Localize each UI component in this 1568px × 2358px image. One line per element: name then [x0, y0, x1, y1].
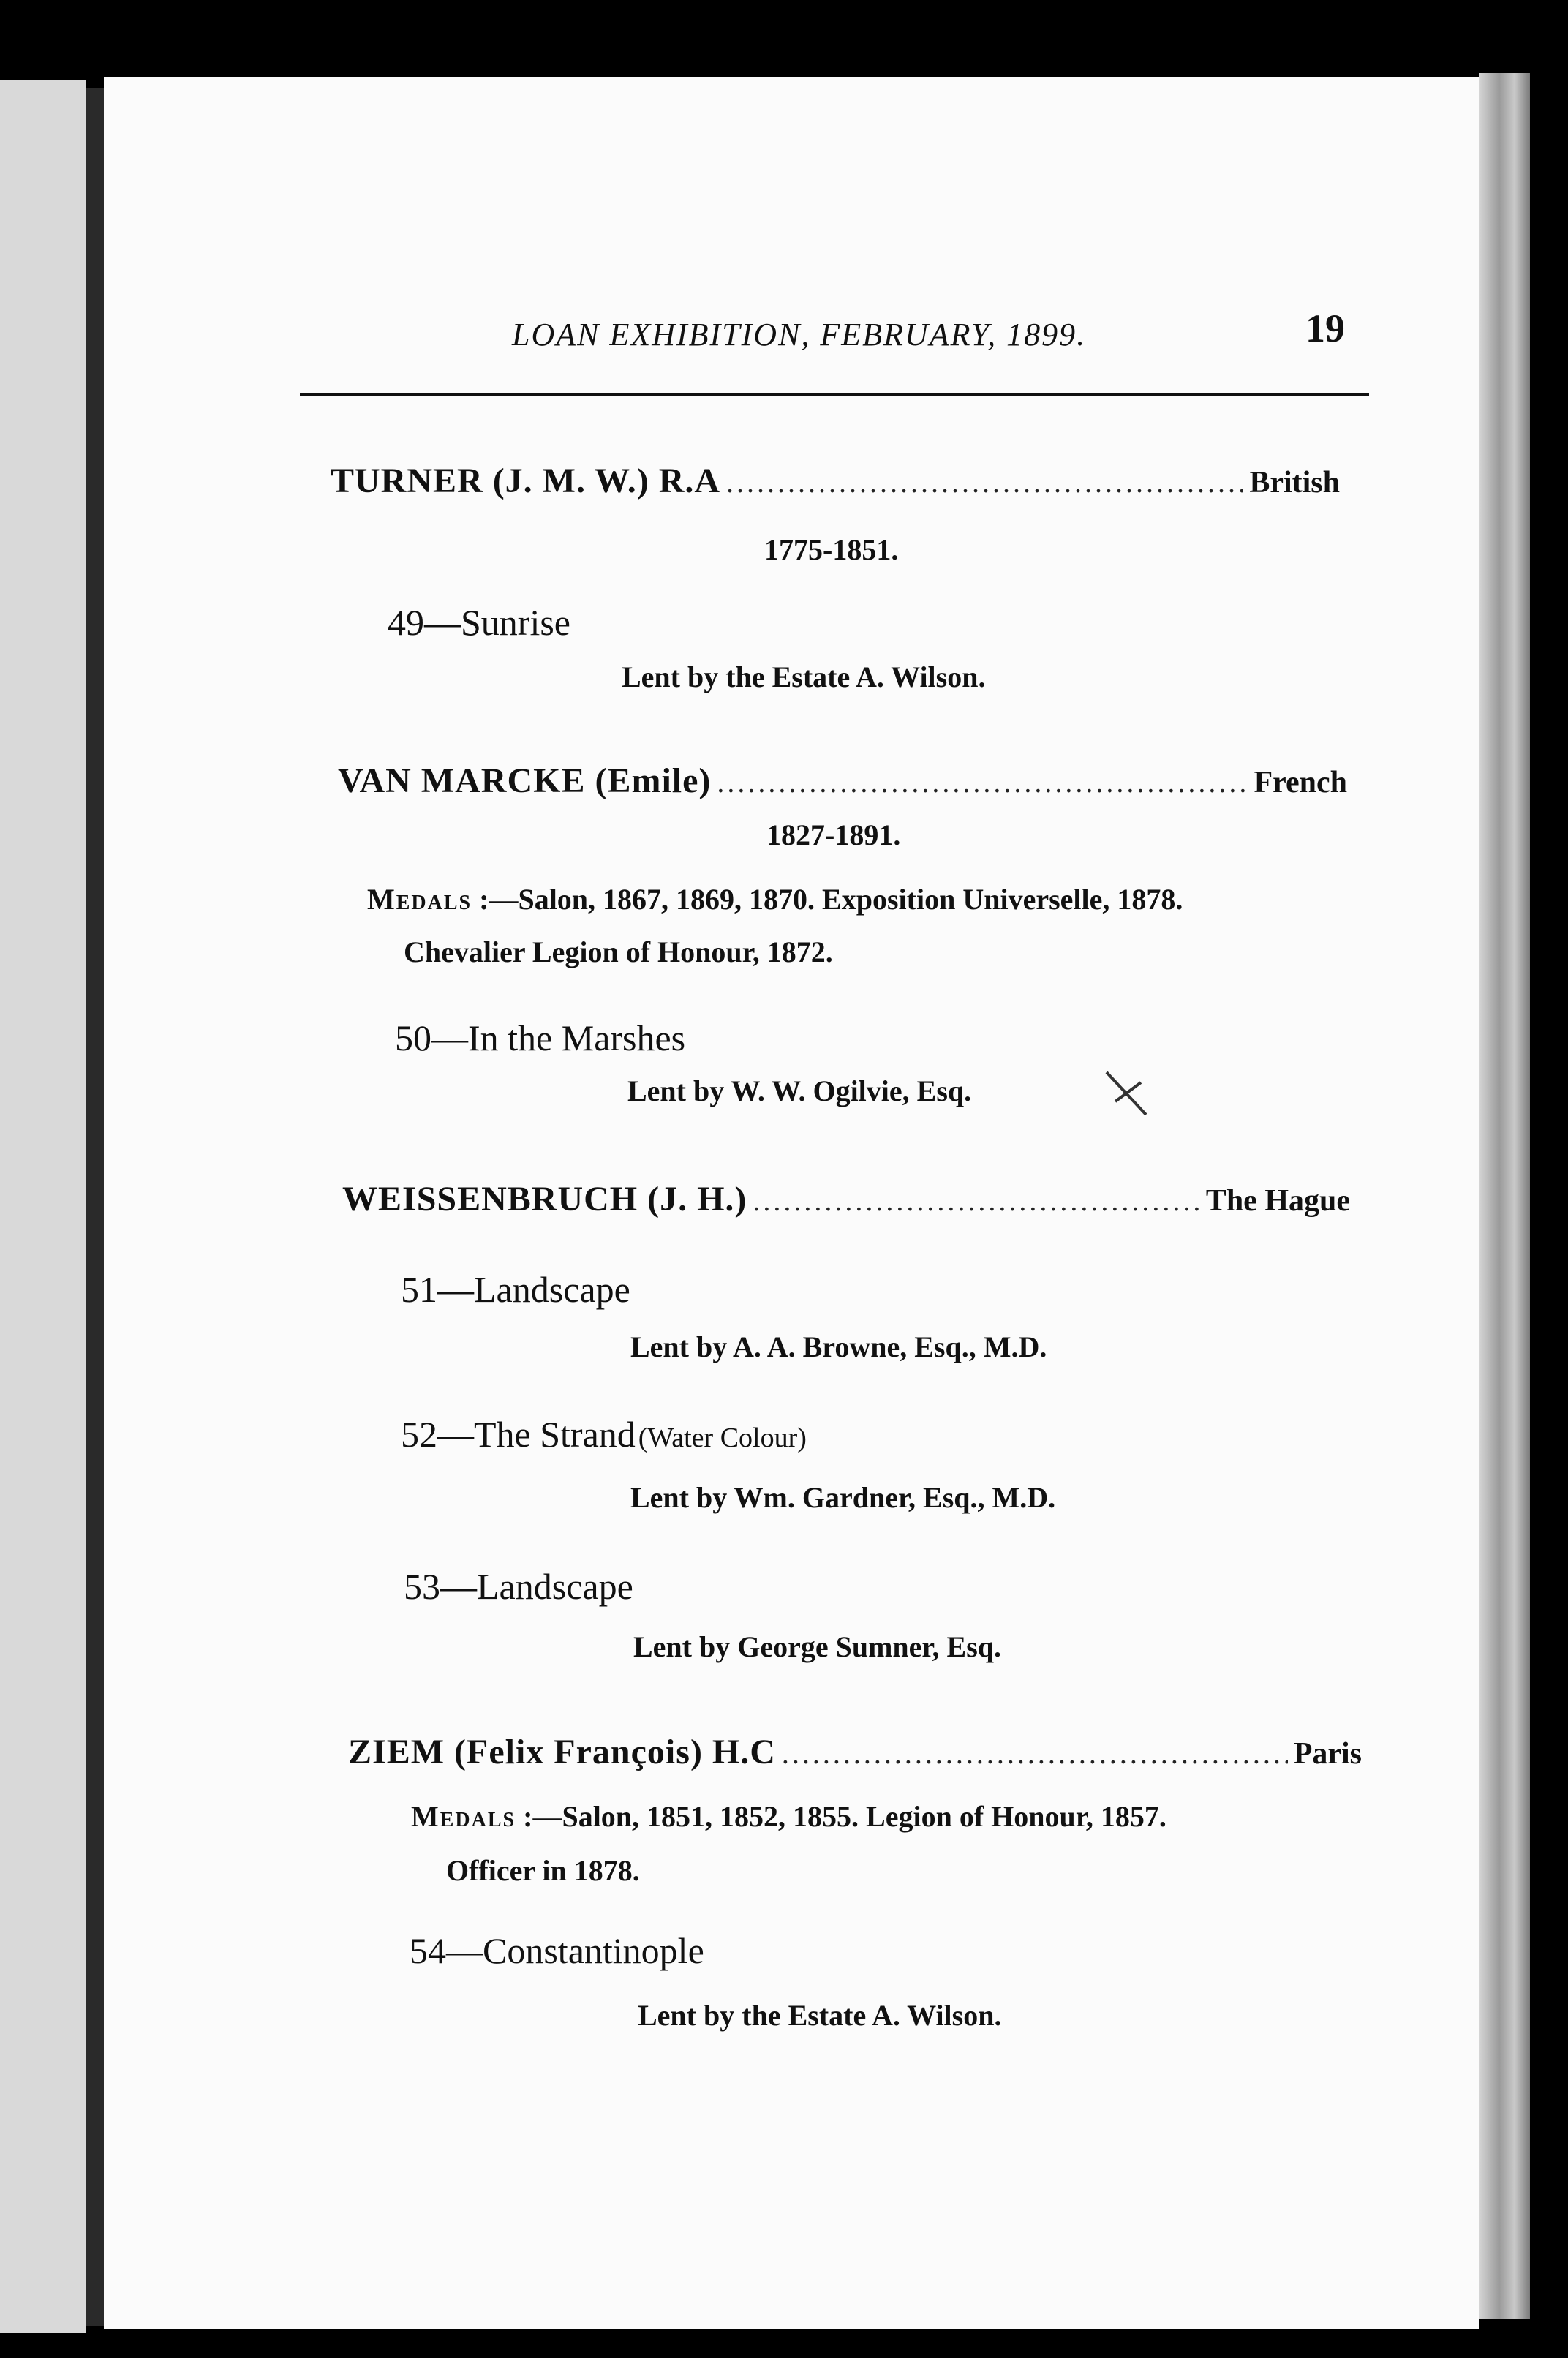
artist-name: TURNER (J. M. W.) R.A	[331, 462, 721, 500]
lender: Lent by the Estate A. Wilson.	[622, 660, 986, 693]
page-number: 19	[1305, 306, 1345, 350]
work-title-with-medium	[401, 1413, 807, 1455]
artist-nationality: British	[1249, 466, 1340, 500]
leader-dots	[753, 1183, 1199, 1218]
artist-heading-van-marcke	[338, 761, 1347, 801]
honour-line: Officer in 1878.	[446, 1854, 640, 1887]
medals-label: Medals	[367, 883, 472, 916]
medals-line	[367, 882, 1183, 916]
medals-text: :—Salon, 1851, 1852, 1855. Legion of Honour, 1857.	[516, 1800, 1166, 1833]
artist-nationality: French	[1254, 766, 1347, 799]
artist-dates: 1827-1891.	[766, 818, 901, 851]
artist-nationality: The Hague	[1205, 1184, 1350, 1218]
honour-line: Chevalier Legion of Honour, 1872.	[404, 935, 833, 968]
work-title: 54—Constantinople	[410, 1930, 704, 1971]
lender: Lent by Wm. Gardner, Esq., M.D.	[630, 1481, 1056, 1514]
facing-page-edge	[0, 80, 86, 2333]
lender: Lent by A. A. Browne, Esq., M.D.	[630, 1330, 1047, 1363]
work-medium: (Water Colour)	[638, 1423, 807, 1453]
work-title: 49—Sunrise	[388, 602, 570, 643]
leader-dots	[726, 465, 1243, 500]
lender: Lent by W. W. Ogilvie, Esq.	[627, 1074, 972, 1107]
artist-nationality: Paris	[1293, 1737, 1362, 1771]
lender: Lent by George Sumner, Esq.	[633, 1630, 1002, 1663]
artist-name: WEISSENBRUCH (J. H.)	[342, 1180, 747, 1218]
artist-heading-ziem	[348, 1732, 1362, 1772]
artist-dates: 1775-1851.	[764, 533, 899, 566]
lender: Lent by the Estate A. Wilson.	[638, 1999, 1002, 2032]
pencil-mark-icon	[1101, 1066, 1152, 1118]
medals-text: :—Salon, 1867, 1869, 1870. Exposition Universelle, 1878.	[472, 883, 1183, 916]
page-edge	[1479, 73, 1530, 2319]
work-title: 50—In the Marshes	[395, 1017, 686, 1058]
work-title: 51—Landscape	[401, 1269, 630, 1310]
running-title: LOAN EXHIBITION, FEBRUARY, 1899.	[512, 317, 1087, 353]
leader-dots	[717, 765, 1248, 799]
artist-name: ZIEM (Felix François) H.C	[348, 1733, 776, 1771]
artist-heading-weissenbruch	[342, 1179, 1350, 1219]
work-title: 53—Landscape	[404, 1566, 633, 1607]
gutter-shadow	[86, 88, 104, 2326]
medals-label: Medals	[411, 1800, 516, 1833]
header-rule	[300, 393, 1369, 396]
artist-heading-turner	[331, 461, 1340, 501]
leader-dots	[782, 1736, 1288, 1771]
work-title: 52—The Strand	[401, 1414, 636, 1455]
medals-line	[411, 1799, 1166, 1834]
artist-name: VAN MARCKE (Emile)	[338, 761, 712, 800]
